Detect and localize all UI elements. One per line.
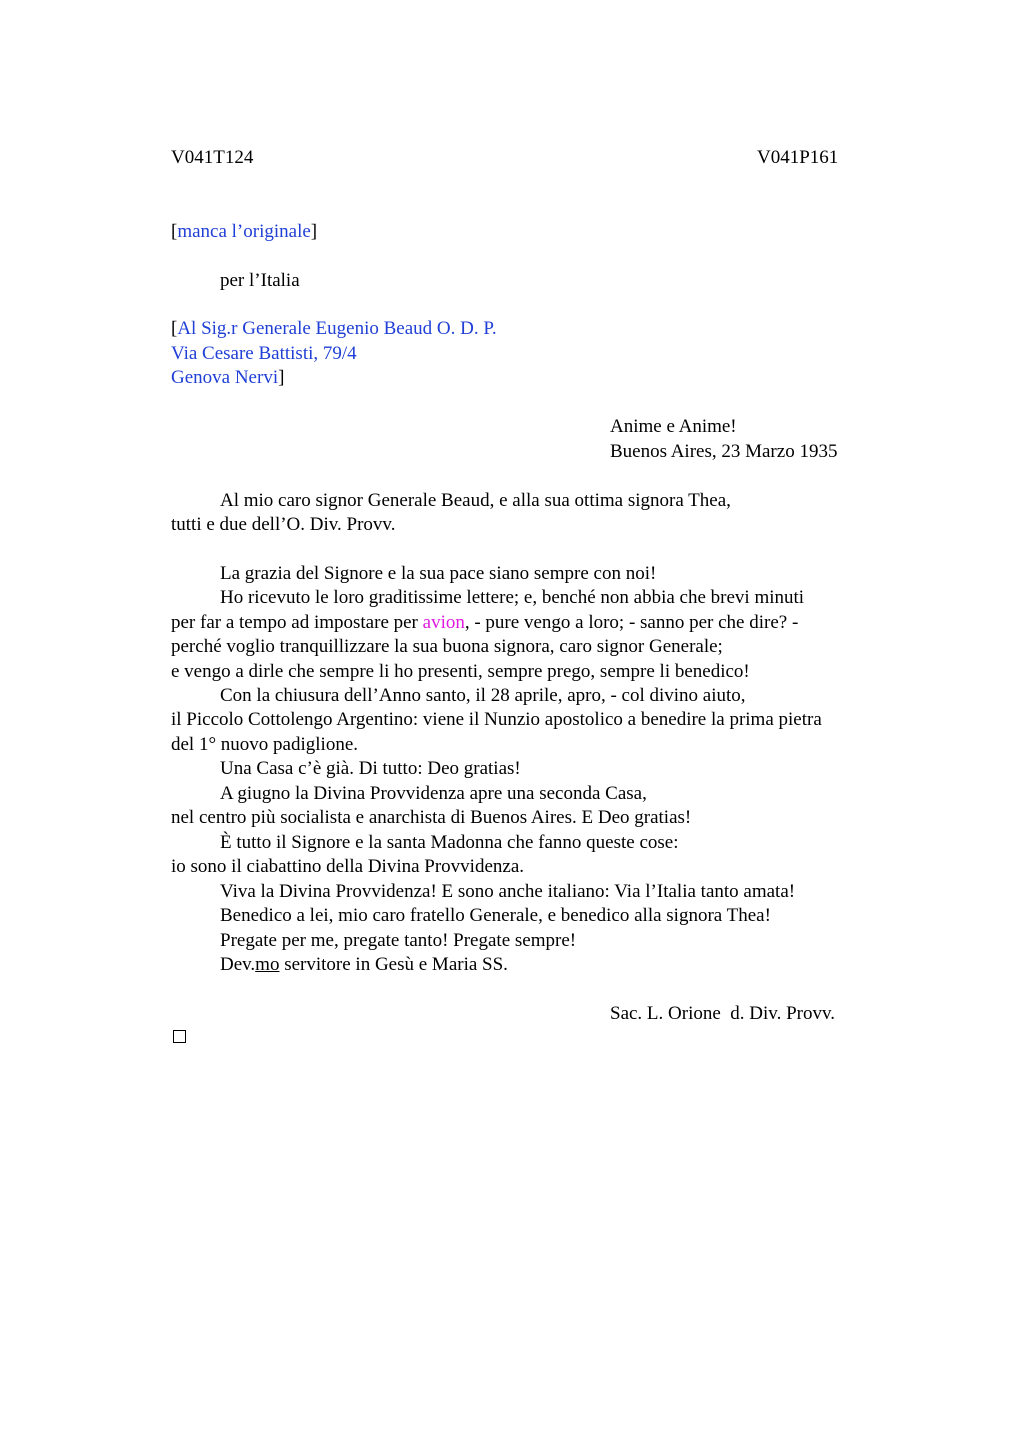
body-line: Ho ricevuto le loro graditissime lettere; e, benché non abbia che brevi minuti — [220, 587, 805, 608]
body-line: perché voglio tranquillizzare la sua buona signora, caro signor Generale; — [171, 636, 723, 657]
address-line-2: Via Cesare Battisti, 79/4 — [171, 343, 357, 364]
salutation-line-2: tutti e due dell’O. Div. Provv. — [171, 514, 396, 535]
body-line: io sono il ciabattino della Divina Provvidenza. — [171, 856, 525, 877]
text-span: Al Sig.r Generale Eugenio Beaud O. D. P. — [177, 318, 497, 339]
destination-line: per l’Italia — [220, 270, 300, 291]
salutation-line-1: Al mio caro signor Generale Beaud, e alla sua ottima signora Thea, — [220, 490, 731, 511]
place-date: Buenos Aires, 23 Marzo 1935 — [610, 441, 838, 462]
address-line-3 — [171, 366, 284, 390]
body-line — [171, 611, 798, 635]
body-line: A giugno la Divina Provvidenza apre una seconda Casa, — [220, 783, 647, 804]
text-span: , - pure vengo a loro; - sanno per che dire? - — [464, 612, 799, 633]
body-line: nel centro più socialista e anarchista di Buenos Aires. E Deo gratias! — [171, 807, 692, 828]
signature: Sac. L. Orione d. Div. Provv. — [610, 1003, 835, 1024]
body-line: Viva la Divina Provvidenza! E sono anche italiano: Via l’Italia tanto amata! — [220, 881, 796, 902]
body-line: Una Casa c’è già. Di tutto: Deo gratias! — [220, 758, 521, 779]
closing-line — [220, 953, 508, 977]
body-line: e vengo a dirle che sempre li ho presenti, sempre prego, sempre li benedico! — [171, 661, 750, 682]
body-line: Benedico a lei, mio caro fratello Generale, e benedico alla signora Thea! — [220, 905, 771, 926]
text-span: servitore in Gesù e Maria SS. — [279, 954, 508, 975]
text-span: ] — [310, 221, 318, 242]
end-marker-square — [173, 1030, 186, 1043]
body-line: del 1° nuovo padiglione. — [171, 734, 359, 755]
address-line-1 — [171, 317, 497, 341]
doc-code-right: V041P161 — [757, 147, 839, 168]
text-span: mo — [255, 954, 280, 975]
text-span: Genova Nervi — [171, 367, 279, 388]
body-line: È tutto il Signore e la santa Madonna che fanno queste cose: — [220, 832, 679, 853]
text-span: per far a tempo ad impostare per — [171, 612, 423, 633]
highlighted-word: avion — [422, 612, 465, 633]
editorial-note — [171, 220, 317, 244]
doc-code-left: V041T124 — [171, 147, 254, 168]
body-line: Con la chiusura dell’Anno santo, il 28 aprile, apro, - col divino aiuto, — [220, 685, 746, 706]
body-line: il Piccolo Cottolengo Argentino: viene il Nunzio apostolico a benedire la prima pietra — [171, 709, 822, 730]
text-span: [ — [171, 221, 178, 242]
text-span: ] — [278, 367, 285, 388]
motto: Anime e Anime! — [610, 416, 737, 437]
text-span: manca l’originale — [177, 221, 311, 242]
body-line: Pregate per me, pregate tanto! Pregate sempre! — [220, 930, 577, 951]
text-span: Dev. — [220, 954, 256, 975]
body-line: La grazia del Signore e la sua pace siano sempre con noi! — [220, 563, 657, 584]
text-span: [ — [171, 318, 178, 339]
